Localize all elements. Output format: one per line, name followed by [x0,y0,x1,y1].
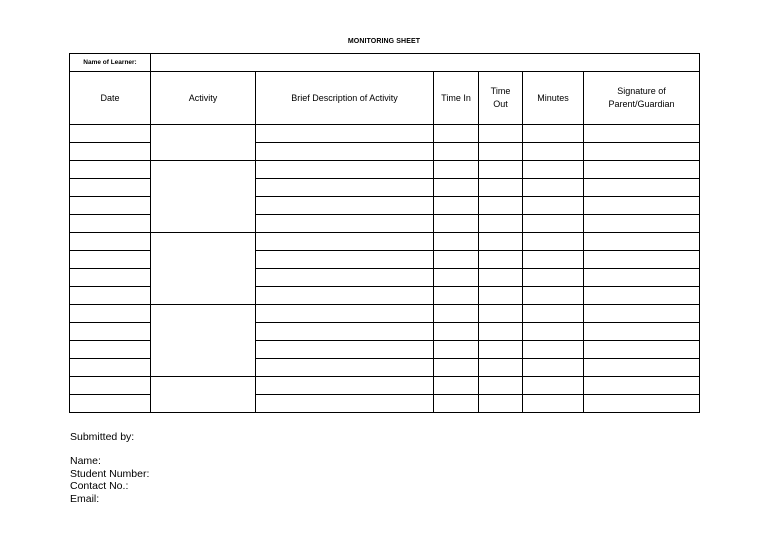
description-cell[interactable] [256,395,434,413]
signature-cell[interactable] [584,215,700,233]
date-header: Date [70,72,151,125]
table-row [70,377,700,395]
minutes-cell[interactable] [523,233,584,251]
minutes-header: Minutes [523,72,584,125]
signature-cell[interactable] [584,161,700,179]
description-cell[interactable] [256,233,434,251]
activity-cell[interactable] [151,377,256,413]
minutes-cell[interactable] [523,179,584,197]
time-out-cell[interactable] [479,233,523,251]
activity-header: Activity [151,72,256,125]
time-out-cell[interactable] [479,143,523,161]
time-in-header: Time In [434,72,479,125]
activity-cell[interactable] [151,305,256,377]
signature-cell[interactable] [584,125,700,143]
signature-cell[interactable] [584,395,700,413]
signature-cell[interactable] [584,197,700,215]
table-body [70,125,700,413]
minutes-cell[interactable] [523,377,584,395]
email-field-label: Email: [70,492,100,505]
time-out-cell[interactable] [479,125,523,143]
time-out-header-line1: Time [490,86,511,96]
description-cell[interactable] [256,323,434,341]
description-cell[interactable] [256,359,434,377]
minutes-cell[interactable] [523,395,584,413]
description-cell[interactable] [256,269,434,287]
minutes-cell[interactable] [523,305,584,323]
signature-cell[interactable] [584,323,700,341]
time-out-cell[interactable] [479,215,523,233]
time-out-header [479,72,523,125]
time-in-cell[interactable] [434,395,479,413]
time-out-cell[interactable] [479,341,523,359]
time-in-cell[interactable] [434,233,479,251]
table-row [70,305,700,323]
time-out-cell[interactable] [479,251,523,269]
name-of-learner-row [70,54,700,72]
time-in-cell[interactable] [434,377,479,395]
time-out-cell[interactable] [479,179,523,197]
signature-cell[interactable] [584,305,700,323]
date-cell[interactable] [70,323,151,341]
date-cell[interactable] [70,341,151,359]
date-cell[interactable] [70,215,151,233]
date-cell[interactable] [70,233,151,251]
date-cell[interactable] [70,251,151,269]
time-in-cell[interactable] [434,161,479,179]
time-in-cell[interactable] [434,359,479,377]
minutes-cell[interactable] [523,323,584,341]
minutes-cell[interactable] [523,125,584,143]
description-cell[interactable] [256,287,434,305]
date-cell[interactable] [70,179,151,197]
signature-cell[interactable] [584,251,700,269]
minutes-cell[interactable] [523,287,584,305]
signature-cell[interactable] [584,377,700,395]
submitter-fields [70,455,149,505]
time-out-cell[interactable] [479,395,523,413]
time-in-cell[interactable] [434,125,479,143]
activity-cell[interactable] [151,233,256,305]
date-cell[interactable] [70,161,151,179]
description-cell[interactable] [256,377,434,395]
student-number-field-label: Student Number: [70,467,150,480]
contact-no-field-label: Contact No.: [70,480,129,492]
minutes-cell[interactable] [523,143,584,161]
time-in-cell[interactable] [434,305,479,323]
date-cell[interactable] [70,395,151,413]
minutes-cell[interactable] [523,215,584,233]
time-in-cell[interactable] [434,197,479,215]
time-in-cell[interactable] [434,179,479,197]
monitoring-table [69,53,700,413]
minutes-cell[interactable] [523,251,584,269]
time-out-cell[interactable] [479,161,523,179]
time-in-cell[interactable] [434,143,479,161]
time-out-cell[interactable] [479,305,523,323]
signature-cell[interactable] [584,269,700,287]
time-out-cell[interactable] [479,377,523,395]
date-cell[interactable] [70,305,151,323]
minutes-cell[interactable] [523,359,584,377]
time-in-cell[interactable] [434,341,479,359]
signature-cell[interactable] [584,143,700,161]
description-cell[interactable] [256,143,434,161]
time-out-header-line2: Out [493,99,508,109]
date-cell[interactable] [70,287,151,305]
sheet-title: MONITORING SHEET [347,38,421,45]
description-cell[interactable] [256,251,434,269]
date-cell[interactable] [70,197,151,215]
description-cell[interactable] [256,161,434,179]
date-cell[interactable] [70,143,151,161]
minutes-cell[interactable] [523,341,584,359]
time-out-cell[interactable] [479,359,523,377]
signature-header: Signature of Parent/Guardian [584,72,700,125]
header-row [70,72,700,125]
name-of-learner-field[interactable] [151,54,700,72]
date-cell[interactable] [70,359,151,377]
time-out-cell[interactable] [479,269,523,287]
signature-cell[interactable] [584,233,700,251]
date-cell[interactable] [70,125,151,143]
description-cell[interactable] [256,125,434,143]
minutes-cell[interactable] [523,269,584,287]
description-cell[interactable] [256,305,434,323]
signature-cell[interactable] [584,341,700,359]
time-in-cell[interactable] [434,251,479,269]
description-cell[interactable] [256,179,434,197]
time-out-cell[interactable] [479,323,523,341]
table-row [70,125,700,143]
date-cell[interactable] [70,269,151,287]
signature-cell[interactable] [584,359,700,377]
name-of-learner-label: Name of Learner: [70,54,151,72]
time-in-cell[interactable] [434,323,479,341]
time-in-cell[interactable] [434,215,479,233]
description-cell[interactable] [256,341,434,359]
signature-cell[interactable] [584,179,700,197]
time-out-cell[interactable] [479,287,523,305]
signature-cell[interactable] [584,287,700,305]
minutes-cell[interactable] [523,197,584,215]
activity-cell[interactable] [151,161,256,233]
date-cell[interactable] [70,377,151,395]
table-row [70,233,700,251]
name-field-label: Name: [70,455,101,467]
table-row [70,161,700,179]
minutes-cell[interactable] [523,161,584,179]
time-in-cell[interactable] [434,269,479,287]
description-cell[interactable] [256,197,434,215]
submitted-by-label: Submitted by: [70,431,135,443]
description-cell[interactable] [256,215,434,233]
time-in-cell[interactable] [434,287,479,305]
time-out-cell[interactable] [479,197,523,215]
description-header: Brief Description of Activity [256,72,434,125]
activity-cell[interactable] [151,125,256,161]
